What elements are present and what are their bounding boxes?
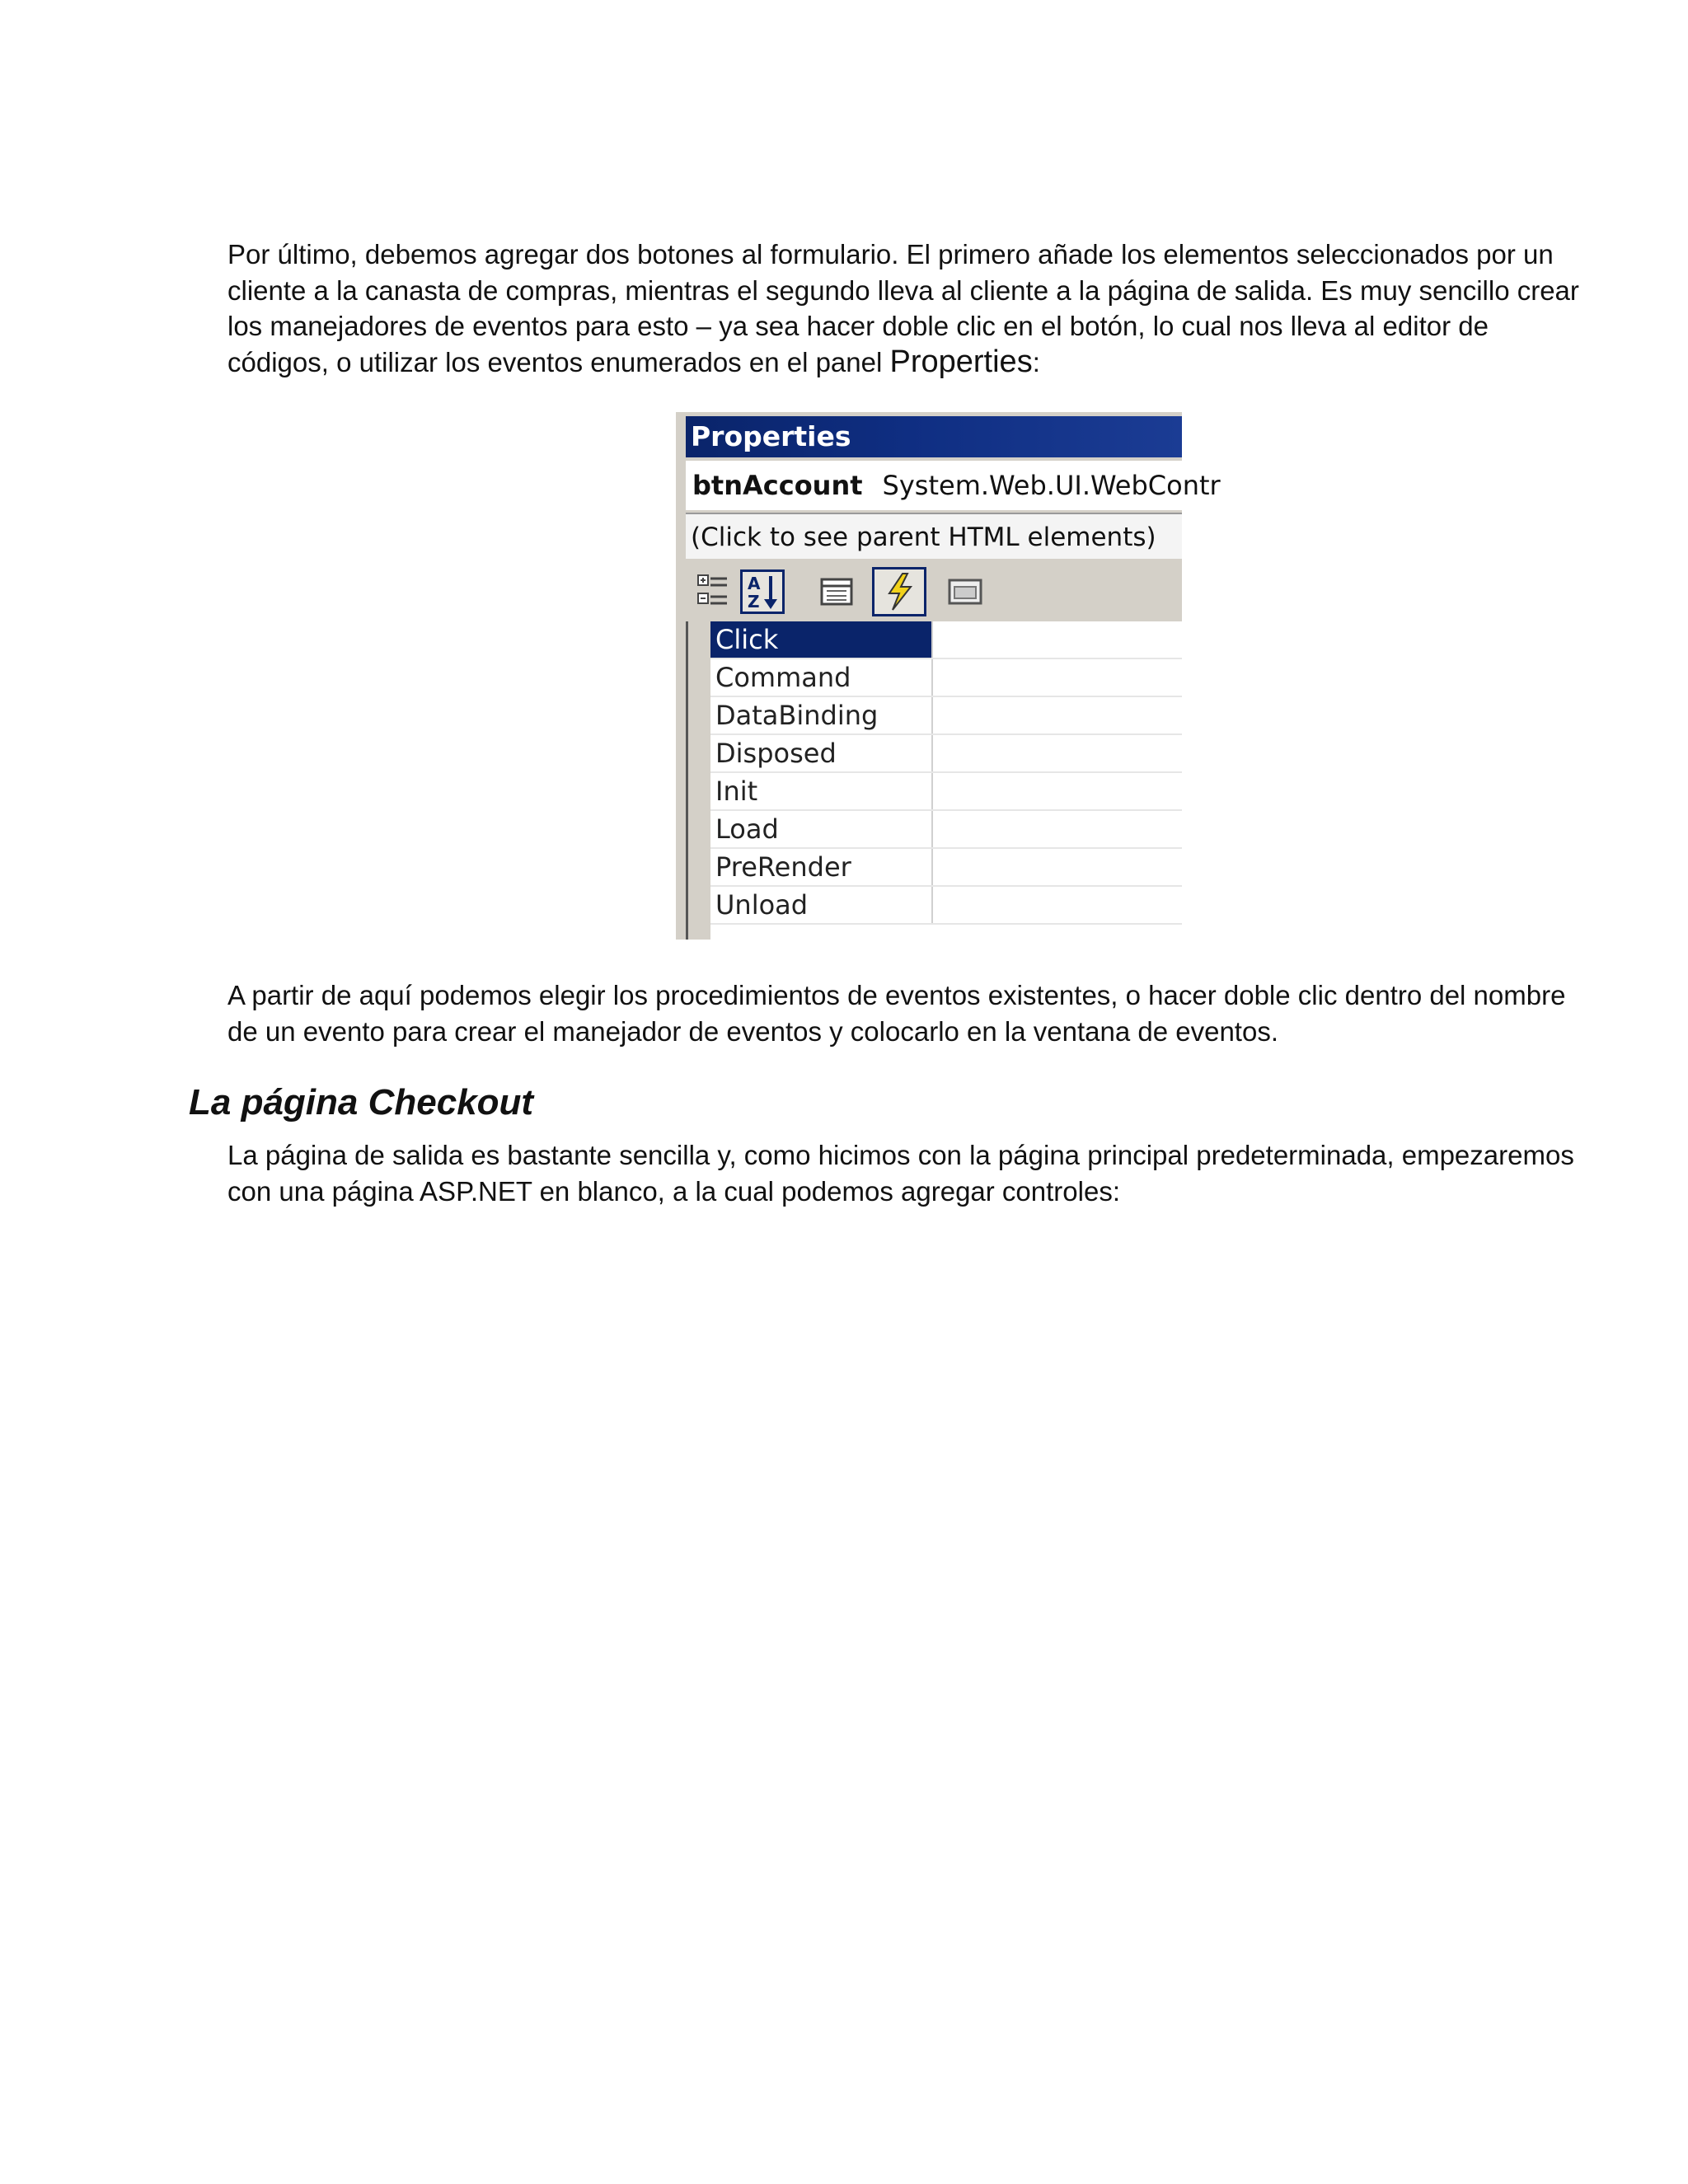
alphabetical-icon[interactable] <box>740 569 785 614</box>
svg-text:A: A <box>748 574 761 593</box>
event-name: Command <box>710 659 933 696</box>
event-name: DataBinding <box>710 697 933 733</box>
event-name: Load <box>710 811 933 847</box>
event-name: PreRender <box>710 849 933 885</box>
event-name: Unload <box>710 887 933 923</box>
event-name: Click <box>710 621 933 658</box>
event-row-command[interactable] <box>710 659 1182 697</box>
categorized-icon[interactable] <box>691 569 735 614</box>
events-grid <box>686 621 1182 940</box>
intro-tail: : <box>1032 346 1040 377</box>
grid-gutter <box>686 621 710 940</box>
event-row-click[interactable] <box>710 621 1182 659</box>
checkout-paragraph: La página de salida es bastante sencilla y, como hicimos con la página principal predeterminada, empezaremos con una página ASP.NET en blanco, a la cual podemos agregar controles: <box>227 1140 1574 1207</box>
object-name: btnAccount <box>692 470 863 501</box>
properties-icon[interactable] <box>814 569 859 614</box>
object-selector[interactable] <box>686 461 1221 510</box>
parent-elements-link[interactable]: (Click to see parent HTML elements) <box>686 513 1182 559</box>
event-name: Init <box>710 773 933 809</box>
properties-word: Properties <box>889 344 1033 379</box>
event-name: Disposed <box>710 735 933 771</box>
properties-title-bar: Properties <box>686 416 1182 457</box>
properties-panel-screenshot <box>676 412 1221 940</box>
svg-text:Z: Z <box>748 592 760 612</box>
events-paragraph: A partir de aquí podemos elegir los procedimientos de eventos existentes, o hacer doble clic dentro del nombre de un evento para crear el manejador de eventos y colocarlo en la ventana de eventos. <box>227 980 1566 1047</box>
intro-paragraph <box>227 237 1579 380</box>
object-type: System.Web.UI.WebContr <box>882 470 1221 501</box>
event-row-prerender[interactable] <box>710 849 1182 887</box>
event-row-disposed[interactable] <box>710 735 1182 773</box>
intro-text: Por último, debemos agregar dos botones al formulario. El primero añade los elementos seleccionados por un cliente a la canasta de compras, mientras el segundo lleva al cliente a la página de salida. Es muy sencillo crear los manejadores de eventos para esto – ya sea hacer doble clic en el botón, lo cual nos lleva al editor de códigos, o utilizar los eventos enumerados en el panel <box>227 239 1579 377</box>
events-icon[interactable] <box>872 567 926 616</box>
properties-toolbar <box>686 564 1182 621</box>
event-row-load[interactable] <box>710 811 1182 849</box>
event-row-unload[interactable] <box>710 887 1182 925</box>
event-row-databinding[interactable] <box>710 697 1182 735</box>
section-heading: La página Checkout <box>189 1082 534 1122</box>
event-row-init[interactable] <box>710 773 1182 811</box>
property-pages-icon[interactable] <box>943 569 987 614</box>
